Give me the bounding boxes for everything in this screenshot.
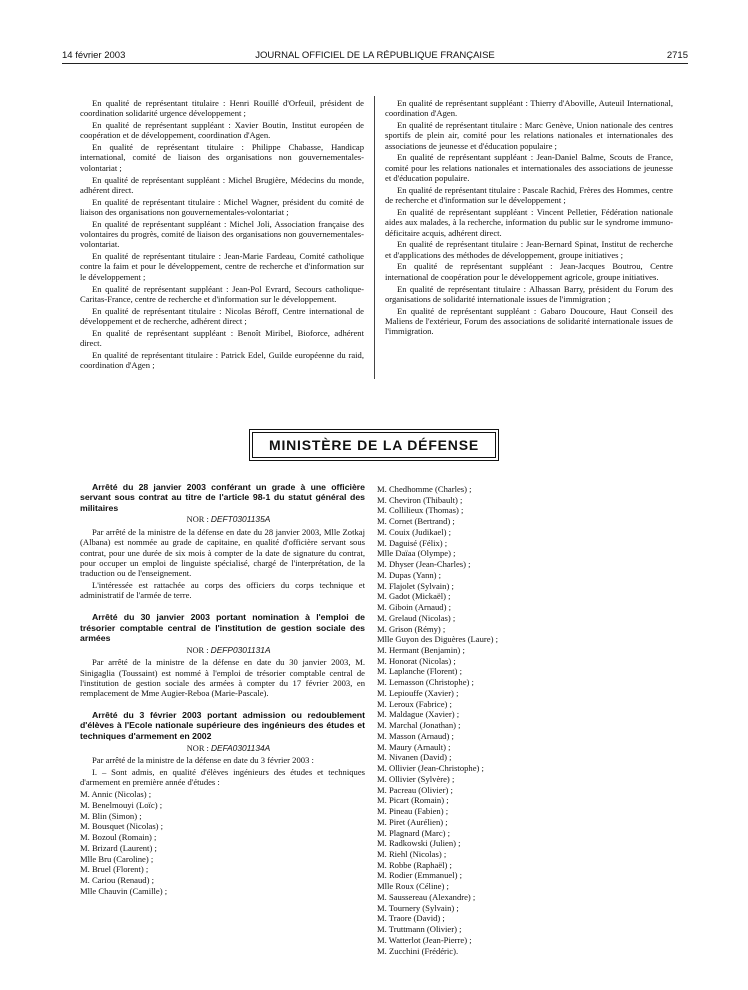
paragraph: En qualité de représentant suppléant : Thierry d'Aboville, Auteuil International, coordination d'Agen. xyxy=(385,98,673,119)
name-list-item: M. Radkowski (Julien) ; xyxy=(377,838,461,849)
name-list-item: M. Honorat (Nicolas) ; xyxy=(377,655,456,666)
paragraph: En qualité de représentant suppléant : Jean-Jacques Boutrou, Centre international de coopération pour le développement agricole, groupe initiatives. xyxy=(385,261,673,282)
arrete-paragraph: L'intéressée est rattachée au corps des officiers du corps technique et administratif de l'armée de terre. xyxy=(80,580,365,601)
name-list-item: M. Giboin (Arnaud) ; xyxy=(377,602,451,613)
paragraph: En qualité de représentant titulaire : Michel Wagner, président du comité de liaison des organisations non gouvernementales-volontariat ; xyxy=(80,196,364,217)
name-list-item: M. Nivanen (David) ; xyxy=(377,752,452,763)
name-list-item: M. Collilieux (Thomas) ; xyxy=(377,505,464,516)
paragraph: En qualité de représentant suppléant : Vincent Pelletier, Fédération nationale aides aux malades, à la recherche, information du public sur le syndrome immuno-déficitaire acquis, adhérent direct. xyxy=(385,206,673,238)
name-list-item: M. Annic (Nicolas) ; xyxy=(80,789,152,800)
name-list-item: Mlle Guyon des Diguères (Laure) ; xyxy=(377,634,498,645)
name-list-item: Mlle Daïaa (Olympe) ; xyxy=(377,548,456,559)
nor-reference: NOR : DEFP0301131A xyxy=(186,644,271,655)
arretes-column xyxy=(80,482,365,897)
paragraph: En qualité de représentant titulaire : Jean-Marie Fardeau, Comité catholique contre la faim et pour le développement, centre de recherche et d'information sur le développement ; xyxy=(80,251,364,282)
names-list-right xyxy=(377,484,667,956)
name-list-item: M. Lepiouffe (Xavier) ; xyxy=(377,687,459,698)
name-list-item: M. Robbe (Raphaël) ; xyxy=(377,859,452,870)
name-list-item: M. Maury (Arnault) ; xyxy=(377,741,451,752)
arrete-title: Arrêté du 3 février 2003 portant admission ou redoublement d'élèves à l'Ecole nationale supérieure des ingénieurs des études et techniques d'armement en 2002 xyxy=(80,710,365,741)
paragraph: En qualité de représentant titulaire : Jean-Bernard Spinat, Institut de recherche et d'applications des méthodes de développement, groupe initiatives ; xyxy=(385,239,673,260)
name-list-item: Mlle Bru (Caroline) ; xyxy=(80,853,154,864)
paragraph: En qualité de représentant suppléant : Michel Brugière, Médecins du monde, adhérent direct. xyxy=(80,174,364,195)
paragraph: En qualité de représentant titulaire : Alhassan Barry, président du Forum des organisations de solidarité internationale issues de l'immigration ; xyxy=(385,283,673,304)
paragraph: En qualité de représentant suppléant : Jean-Pol Evrard, Secours catholique-Caritas-France, centre de recherche et d'information sur le développement. xyxy=(80,283,364,304)
name-list-item: M. Daguisé (Félix) ; xyxy=(377,537,448,548)
name-list-item: M. Benelmouyi (Loïc) ; xyxy=(80,799,163,810)
names-column-right xyxy=(377,484,667,956)
name-list-item: M. Leroux (Fabrice) ; xyxy=(377,698,452,709)
name-list-item: M. Pacreau (Olivier) ; xyxy=(377,784,453,795)
header-page-number: 2715 xyxy=(666,50,688,61)
name-list-item: M. Couix (Judikael) ; xyxy=(377,526,451,537)
name-list-item: M. Marchal (Jonathan) ; xyxy=(377,720,461,731)
name-list-item: M. Dupas (Yann) ; xyxy=(377,569,442,580)
name-list-item: M. Chedhomme (Charles) ; xyxy=(377,484,472,494)
paragraph: En qualité de représentant titulaire : Philippe Chabasse, Handicap international, comité de liaison des organisations non gouvernementales-volontariat ; xyxy=(80,142,364,173)
top-right-column xyxy=(385,98,673,338)
name-list-item: M. Cheviron (Thibault) ; xyxy=(377,494,463,505)
paragraph: En qualité de représentant suppléant : Benoît Miribel, Bioforce, adhérent direct. xyxy=(80,327,364,349)
name-list-item: M. Bozoul (Romain) ; xyxy=(80,832,157,843)
name-list-item: M. Truttmann (Olivier) ; xyxy=(377,924,462,935)
name-list-item: M. Watterlot (Jean-Pierre) ; xyxy=(377,934,472,945)
top-left-column xyxy=(80,98,364,372)
name-list-item: M. Ollivier (Sylvère) ; xyxy=(377,773,455,784)
name-list-item: M. Bruel (Florent) ; xyxy=(80,864,149,875)
name-list-item: M. Saussereau (Alexandre) ; xyxy=(377,891,476,902)
name-list-item: M. Grelaud (Nicolas) ; xyxy=(377,612,456,623)
name-list-item: M. Ollivier (Jean-Christophe) ; xyxy=(377,763,484,774)
name-list-item: M. Blin (Simon) ; xyxy=(80,810,142,821)
header-journal-title: JOURNAL OFFICIEL DE LA RÉPUBLIQUE FRANÇAISE xyxy=(255,50,495,61)
header-rule xyxy=(62,63,688,64)
name-list-item: M. Lemasson (Christophe) ; xyxy=(377,677,474,688)
name-list-item: M. Zucchini (Frédéric). xyxy=(377,945,459,956)
header-date: 14 février 2003 xyxy=(62,50,126,61)
name-list-item: M. Masson (Arnaud) ; xyxy=(377,730,454,741)
arrete-paragraph: Par arrêté de la ministre de la défense en date du 28 janvier 2003, Mlle Zotkaj (Albana) est nommée au grade de capitaine, en qualité d'officière servant sous contrat, pour une durée de six mois à compter de la date de signature du contrat, pour occuper un emploi de linguiste spécialisé, chargé de l'interprétation, de la traduction ou de l'enseignement. xyxy=(80,527,365,579)
name-list-item: M. Gadot (Mickaël) ; xyxy=(377,591,451,602)
column-divider xyxy=(374,96,375,379)
name-list-item: Mlle Roux (Céline) ; xyxy=(377,881,449,892)
paragraph: En qualité de représentant titulaire : Nicolas Béroff, Centre international de développement et de recherche, adhérent direct ; xyxy=(80,305,364,326)
paragraph: En qualité de représentant suppléant : Michel Joli, Association française des volontaires du progrès, comité de liaison des organisations non gouvernementales-volontariat. xyxy=(80,218,364,250)
arrete-paragraph: I. – Sont admis, en qualité d'élèves ingénieurs des études et techniques d'armement en première année d'études : xyxy=(80,767,365,788)
paragraph: En qualité de représentant titulaire : Henri Rouillé d'Orfeuil, président de coordination solidarité urgence développement ; xyxy=(80,98,364,119)
paragraph: En qualité de représentant suppléant : Xavier Boutin, Institut européen de coopération et de développement, coordination d'Agen. xyxy=(80,120,364,141)
name-list-item: M. Rodier (Emmanuel) ; xyxy=(377,870,462,881)
name-list-item: M. Laplanche (Florent) ; xyxy=(377,666,462,677)
page-header xyxy=(62,50,688,64)
name-list-item: M. Plagnard (Marc) ; xyxy=(377,827,451,838)
paragraph: En qualité de représentant titulaire : Patrick Edel, Guilde européenne du raid, coordination d'Agen ; xyxy=(80,349,364,371)
name-list-item: M. Brizard (Laurent) ; xyxy=(80,842,157,853)
name-list-item: M. Riehl (Nicolas) ; xyxy=(377,848,447,859)
name-list-item: M. Cornet (Bertrand) ; xyxy=(377,516,455,527)
paragraph: En qualité de représentant titulaire : Marc Genève, Union nationale des centres sportifs de plein air, comité pour les relations nationales et internationales des associations de jeunesse et d'éducation populaire ; xyxy=(385,120,673,151)
name-list-item: M. Bousquet (Nicolas) ; xyxy=(80,821,164,832)
paragraph: En qualité de représentant suppléant : Gabaro Doucoure, Haut Conseil des Maliens de l'extérieur, Forum des associations de solidarité internationale issues de l'immigration. xyxy=(385,305,673,337)
name-list-item: M. Traore (David) ; xyxy=(377,913,445,924)
name-list-item: M. Tournery (Sylvain) ; xyxy=(377,902,459,913)
nor-reference: NOR : DEFT0301135A xyxy=(186,514,271,525)
paragraph: En qualité de représentant suppléant : Jean-Daniel Balme, Scouts de France, comité pour les relations nationales et internationales des associations de jeunesse et d'éducation populaire. xyxy=(385,152,673,184)
name-list-item: M. Hermant (Benjamin) ; xyxy=(377,645,465,656)
ministry-title: MINISTÈRE DE LA DÉFENSE xyxy=(252,432,496,458)
name-list-item: M. Pineau (Fabien) ; xyxy=(377,806,449,817)
name-list-item: M. Grison (Rémy) ; xyxy=(377,623,446,634)
arrete-paragraph: Par arrêté de la ministre de la défense en date du 3 février 2003 : xyxy=(92,755,314,766)
arrete-title: Arrêté du 30 janvier 2003 portant nomination à l'emploi de trésorier comptable central de l'institution de gestion sociale des armées xyxy=(80,612,365,643)
arrete-title: Arrêté du 28 janvier 2003 conférant un grade à une officière servant sous contrat au titre de l'article 98-1 du statut général des militaires xyxy=(80,482,365,513)
name-list-item: M. Dhyser (Jean-Charles) ; xyxy=(377,559,471,570)
paragraph: En qualité de représentant titulaire : Pascale Rachid, Frères des Hommes, centre de recherche et d'information sur le développement ; xyxy=(385,184,673,206)
name-list-item: M. Piret (Aurélien) ; xyxy=(377,816,448,827)
name-list-item: M. Picart (Romain) ; xyxy=(377,795,449,806)
name-list-item: M. Cariou (Renaud) ; xyxy=(80,875,154,886)
name-list-item: M. Maldague (Xavier) ; xyxy=(377,709,460,720)
nor-reference: NOR : DEFA0301134A xyxy=(186,742,271,753)
names-list-left xyxy=(80,789,365,897)
name-list-item: M. Flajolet (Sylvain) ; xyxy=(377,580,454,591)
arrete-paragraph: Par arrêté de la ministre de la défense en date du 30 janvier 2003, M. Sinigaglia (Toussaint) est nommé à l'emploi de trésorier comptable central de l'institution de gestion sociale des armées à compter du 17 février 2003, en remplacement de Mme Augier-Reboa (Marie-Pascale). xyxy=(80,657,365,699)
name-list-item: Mlle Chauvin (Camille) ; xyxy=(80,885,168,896)
